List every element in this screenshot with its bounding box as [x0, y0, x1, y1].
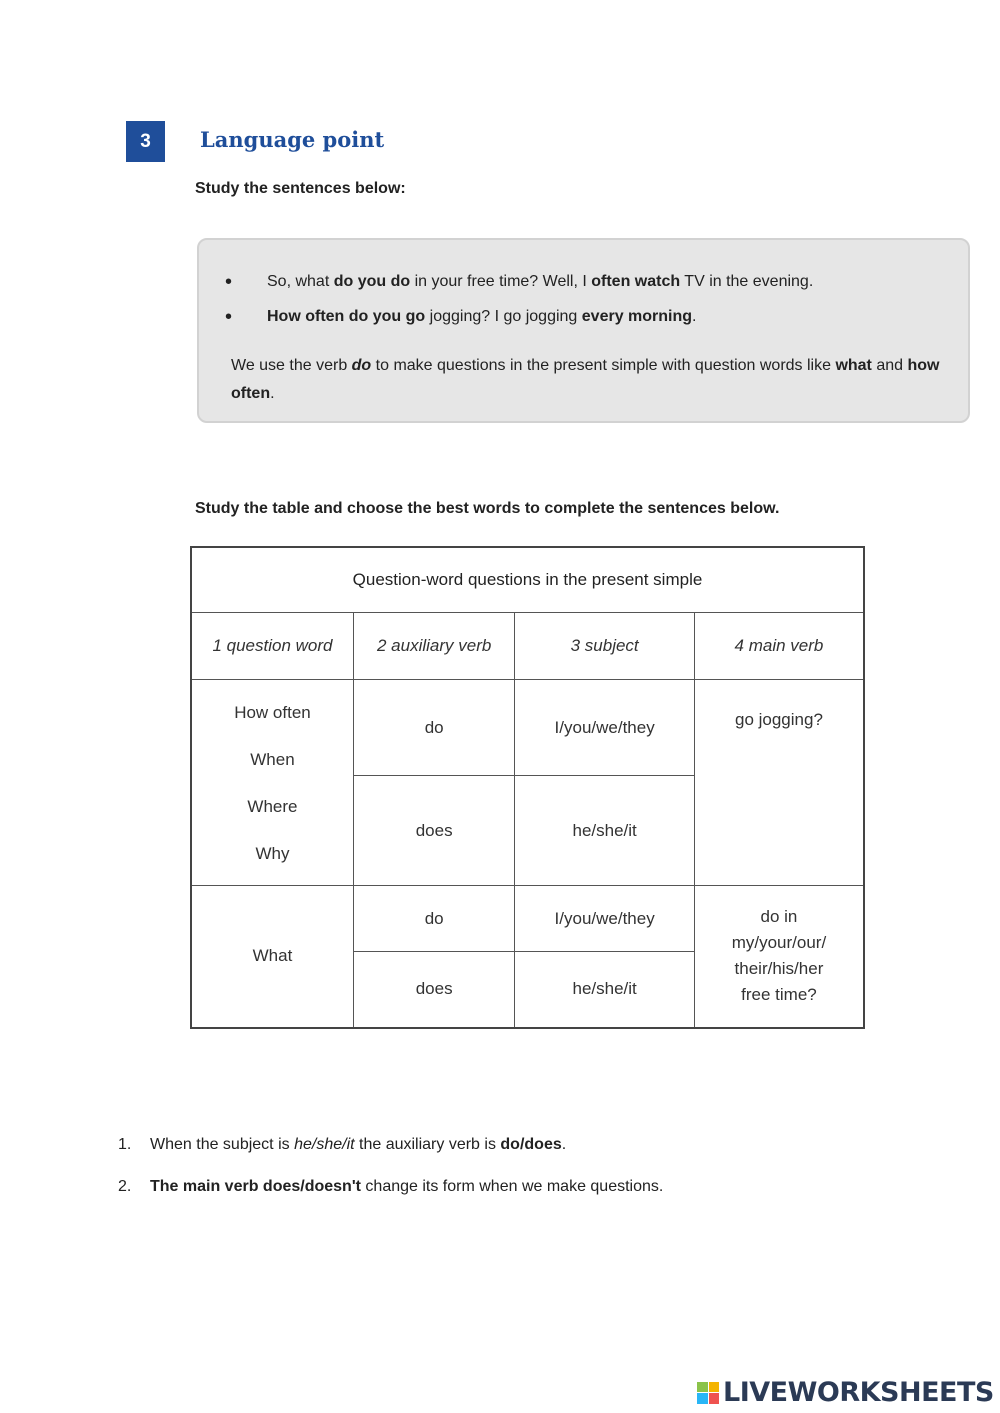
aux-do-cell: do — [353, 886, 514, 952]
aux-does-cell: does — [353, 776, 514, 886]
exercise-number: 1. — [118, 1136, 132, 1153]
logo-square — [697, 1393, 708, 1404]
instruction-study-table: Study the table and choose the best words to complete the sentences below. — [195, 500, 780, 517]
aux-do-cell: do — [353, 680, 514, 776]
example-text-1: So, what do you do in your free time? Well, I often watch TV in the evening. — [267, 273, 814, 290]
logo-square — [709, 1382, 720, 1393]
main-verb-free-time-cell: do in my/your/our/ their/his/her free time? — [694, 886, 864, 1028]
question-word-what-cell: What — [191, 886, 353, 1028]
main-verb-cell: go jogging? — [694, 680, 864, 886]
section-number-badge: 3 — [126, 121, 165, 162]
answer-choice-does-doesnt[interactable]: does/doesn't — [262, 1178, 361, 1195]
logo-icon — [697, 1382, 719, 1404]
table-caption: Question-word questions in the present simple — [191, 547, 864, 613]
answer-choice-do-does[interactable]: do/does — [500, 1136, 562, 1153]
grammar-note: We use the verb do to make questions in the present simple with question words like what and how often. — [231, 357, 940, 402]
section-title: Language point — [200, 127, 385, 152]
header-question-word: 1 question word — [191, 613, 353, 680]
subject-singular-cell: he/she/it — [515, 952, 695, 1028]
aux-does-cell: does — [353, 952, 514, 1028]
question-words-table — [190, 546, 865, 1029]
liveworksheets-logo[interactable] — [697, 1377, 994, 1408]
subject-singular-cell: he/she/it — [515, 776, 695, 886]
example-sentences-box — [197, 238, 970, 423]
header-subject: 3 subject — [515, 613, 695, 680]
example-text-2: How often do you go jogging? I go jogging every morning. — [267, 308, 697, 325]
exercise-number: 2. — [118, 1178, 132, 1195]
header-auxiliary-verb: 2 auxiliary verb — [353, 613, 514, 680]
exercise-text: The main verb does/doesn't change its form when we make questions. — [150, 1178, 664, 1195]
bullet-icon: • — [225, 271, 233, 293]
logo-square — [697, 1382, 708, 1393]
exercise-text: When the subject is he/she/it the auxiliary verb is do/does. — [150, 1136, 567, 1153]
header-main-verb: 4 main verb — [694, 613, 864, 680]
subject-plural-cell: I/you/we/they — [515, 680, 695, 776]
logo-square — [709, 1393, 720, 1404]
bullet-icon: • — [225, 306, 233, 328]
subject-plural-cell: I/you/we/they — [515, 886, 695, 952]
question-words-cell: How often When Where Why — [191, 680, 353, 886]
logo-text: LIVEWORKSHEETS — [723, 1377, 994, 1408]
instruction-study-sentences: Study the sentences below: — [195, 180, 406, 197]
